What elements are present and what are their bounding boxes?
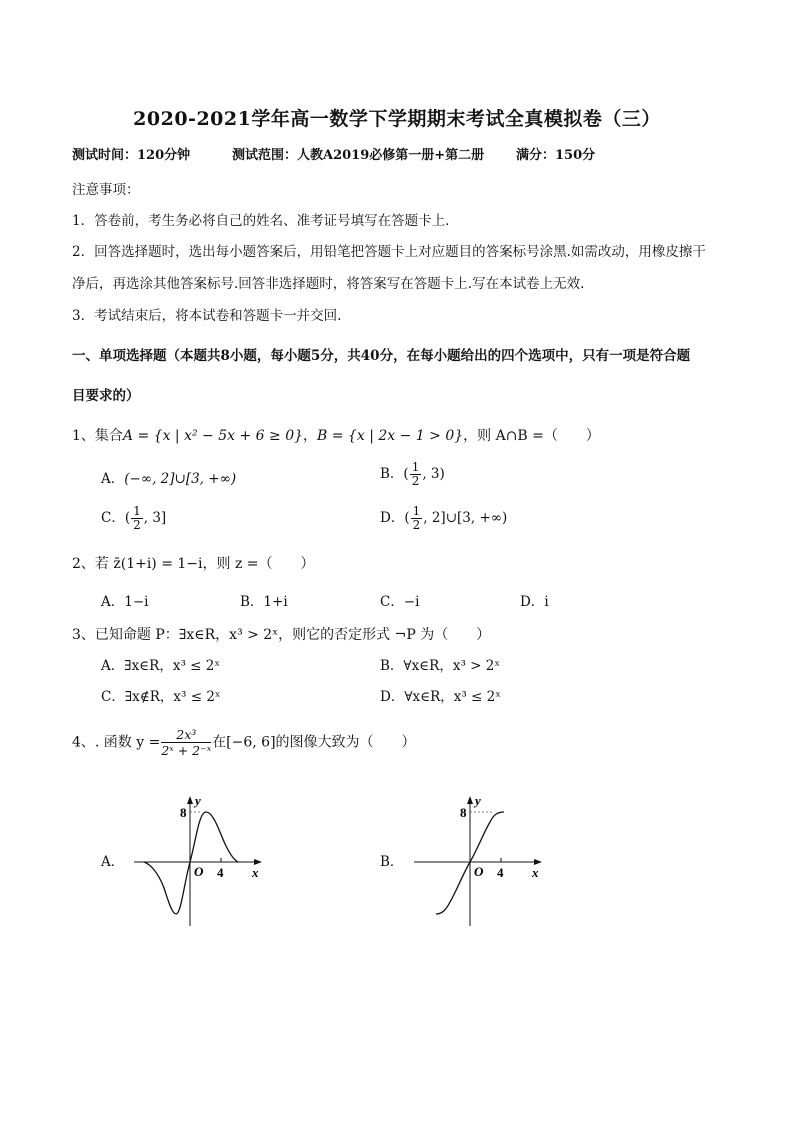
section-1-heading-line1: 一、单项选择题（本题共8小题，每小题5分，共40分，在每小题给出的四个选项中，只有一项是符合题 <box>72 348 691 364</box>
note-2-line1: 2．回答选择题时，选出每小题答案后，用铅笔把答题卡上对应题目的答案标号涂黑.如需改动，用橡皮擦干 <box>72 244 706 260</box>
q1-mid: ， <box>303 428 318 444</box>
q4-suffix: 在[−6, 6]的图像大致为（ ） <box>212 734 416 751</box>
note-1: 1．答卷前，考生务必将自己的姓名、准考证号填写在答题卡上． <box>72 213 459 229</box>
q2-option-a: A．1−i <box>101 594 149 610</box>
q1-option-d-fraction <box>411 505 423 532</box>
test-scope: 测试范围：人教A2019必修第一册+第二册 <box>232 148 485 163</box>
q1-option-d <box>380 505 507 532</box>
q1-option-b-post: , 3) <box>422 466 445 482</box>
q3-option-c: C．∃x∉R，x³ ≤ 2ˣ <box>101 689 221 705</box>
q1-prefix: 1、集合 <box>72 428 123 444</box>
q1-option-c-fraction <box>131 505 143 532</box>
q1-option-d-num: 1 <box>412 504 421 518</box>
q1-option-c-label: C． <box>101 510 125 526</box>
section-1-heading-line2: 目要求的） <box>72 388 140 404</box>
q1-option-b-den: 2 <box>411 474 420 488</box>
q1-option-b-fraction <box>410 461 422 488</box>
graph-b-y-tick-label: 8 <box>460 805 467 820</box>
q1-option-c-den: 2 <box>133 518 141 532</box>
q4-numerator: 2x³ <box>161 727 211 743</box>
q3-option-d: D．∀x∈R，x³ ≤ 2ˣ <box>380 689 501 705</box>
q2-option-c: C．−i <box>380 594 420 610</box>
q1-option-a-label: A． <box>101 471 125 487</box>
question-3-stem: 3、已知命题 P：∃x∈R，x³ > 2ˣ，则它的否定形式 ¬P 为（ ） <box>72 627 491 643</box>
graph-b-x-tick-label: 4 <box>497 865 504 880</box>
question-1-stem <box>72 425 600 445</box>
graph-a-curve <box>144 812 238 914</box>
q1-option-d-post: , 2]∪[3, +∞) <box>423 510 508 526</box>
page-title: 2020-2021学年高一数学下学期期末考试全真模拟卷（三） <box>133 108 661 130</box>
q1-option-c-pre: ( <box>124 510 131 526</box>
graph-a-y-arrow-icon <box>187 796 193 804</box>
q3-option-a: A．∃x∈R，x³ ≤ 2ˣ <box>101 658 221 674</box>
q1-set-b: B = {x | 2x − 1 > 0} <box>317 428 464 444</box>
q1-option-d-den: 2 <box>412 518 421 532</box>
note-3: 3．考试结束后，将本试卷和答题卡一并交回. <box>72 308 342 324</box>
graph-b-y-label: y <box>475 793 481 808</box>
q1-option-b-num: 1 <box>411 460 420 474</box>
graph-a-y-tick-label: 8 <box>180 805 187 820</box>
q4-graph-a <box>128 788 268 928</box>
question-2-stem: 2、若 z̄(1+i) = 1−i，则 z =（ ） <box>72 556 315 572</box>
q1-set-a: A = {x | x² − 5x + 6 ≥ 0} <box>122 428 304 444</box>
graph-b-x-label: x <box>532 865 539 880</box>
q1-option-b-pre: ( <box>403 466 409 482</box>
full-score: 满分：150分 <box>516 148 596 163</box>
q3-option-b: B．∀x∈R，x³ > 2ˣ <box>380 658 501 674</box>
graph-b-y-arrow-icon <box>467 796 473 804</box>
q4-fraction <box>161 727 211 758</box>
q4-graph-b <box>408 788 548 928</box>
test-time: 测试时间：120分钟 <box>72 148 191 163</box>
q1-option-b <box>380 461 445 488</box>
q1-option-b-label: B． <box>380 466 404 482</box>
q1-option-a-text: (−∞, 2]∪[3, +∞) <box>124 471 237 487</box>
q1-option-c-post: , 3] <box>143 510 167 526</box>
q2-option-b: B．1+i <box>240 594 288 610</box>
q4-option-a-label: A． <box>101 854 125 870</box>
q1-option-d-pre: ( <box>404 510 410 526</box>
q1-suffix: ，则 A∩B =（ ） <box>463 428 600 444</box>
graph-a-x-label: x <box>252 865 259 880</box>
q1-option-c-num: 1 <box>133 504 141 518</box>
notes-heading: 注意事项： <box>72 182 140 198</box>
graph-a-y-label: y <box>195 793 201 808</box>
graph-a-x-tick-label: 4 <box>217 865 224 880</box>
q4-denominator: 2ˣ + 2⁻ˣ <box>161 743 212 758</box>
question-4-stem <box>72 727 416 758</box>
q2-option-d: D．i <box>520 594 549 610</box>
q1-option-d-label: D． <box>380 510 405 526</box>
graph-b-origin-label: O <box>474 864 484 879</box>
graph-a-origin-label: O <box>194 864 204 879</box>
q4-prefix: 4、. 函数 y = <box>72 734 161 751</box>
q1-option-c <box>101 505 166 532</box>
note-2-line2: 净后，再选涂其他答案标号.回答非选择题时，将答案写在答题卡上.写在本试卷上无效. <box>72 276 585 292</box>
q1-option-a <box>101 467 236 487</box>
q4-option-b-label: B． <box>380 854 404 870</box>
